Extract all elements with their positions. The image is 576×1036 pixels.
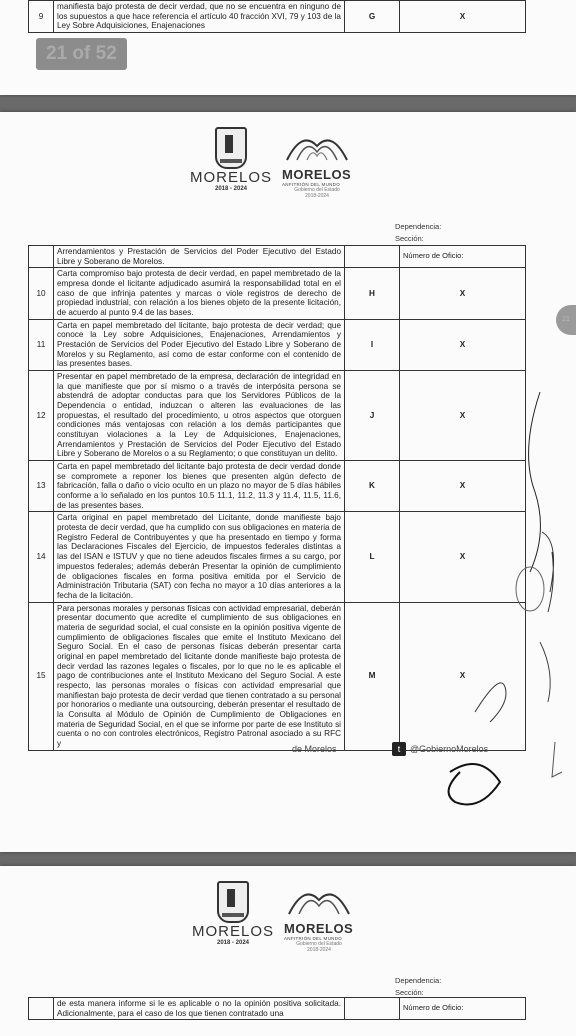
state-logo [192, 881, 274, 946]
table-row [29, 461, 526, 512]
flower-logo-icon [284, 880, 354, 916]
row-mark: X [400, 1, 526, 33]
row-mark: X [400, 268, 526, 319]
row-number: 15 [29, 602, 54, 750]
table-row [29, 512, 526, 602]
row-description: Carta en papel membretado del licitante bajo protesta de decir verdad donde se compromete a reponer los bienes que presenten algún defecto de fabricación, falla o daño o vicio oculto en un plazo no mayor de 5 días hábiles conforme a lo señalado en los puntos 10.5 11.1, 11.2, 11.3 y 11.4, 11.5, 11.6, de las presentes bases. [54, 461, 345, 512]
brand-gov: Gobierno del Estado [296, 941, 342, 947]
coat-of-arms-icon [217, 881, 249, 923]
scroll-handle-label: 21 [562, 316, 570, 323]
numero-oficio-label: Número de Oficio: [403, 251, 464, 261]
row-letter: G [345, 1, 400, 33]
row-number [29, 998, 54, 1020]
row-number: 10 [29, 268, 54, 319]
row-letter: J [345, 371, 400, 461]
requirements-table [28, 0, 526, 33]
state-years: 2018 - 2024 [214, 186, 248, 192]
state-name: MORELOS [192, 923, 275, 940]
brand-gov-years: 2018-2024 [305, 193, 329, 199]
row-mark [400, 998, 526, 1020]
coat-of-arms-icon [215, 127, 247, 169]
footer-left [62, 744, 337, 754]
row-number: 9 [29, 1, 54, 33]
row-mark: X [400, 602, 526, 750]
brand-logo [282, 126, 352, 199]
seccion-label: Sección: [395, 234, 424, 243]
row-number: 14 [29, 512, 54, 602]
table-row [29, 268, 526, 319]
row-letter [345, 998, 400, 1020]
table-row [29, 371, 526, 461]
row-mark: X [400, 512, 526, 602]
row-description: Para personas morales y personas físicas con actividad empresarial, deberán presentar documento que acredite el cumplimiento de sus obligaciones en materia de seguridad social, el cual consiste en la opinión positiva vigente de cumplimiento de obligaciones fiscales que emite el Instituto Mexicano del Seguro Social. En el caso de personas físicas deberán presentar carta original en papel membretado del licitante donde manifieste bajo protesta de decir verdad las razones legales o fiscales, por lo que no le es aplicable el pago de contribuciones ante el Instituto Mexicano del Seguro Social. A este respecto, las personas morales o físicas con actividad empresarial que manifiestan bajo protesta de decir verdad que tienen contratado a su personal por honorarios o mediante una outsourcing, deberán presentar el resultado de la Consulta al Módulo de Opinión de Cumplimiento de Obligaciones en materia de Seguridad Social, en el que se informe por parte de ese Instituto si cuenta o no con controles electrónicos, Registro Patronal asociado a su RFC y [54, 602, 345, 750]
brand-gov: Gobierno del Estado [294, 187, 340, 193]
numero-oficio-label: Número de Oficio: [403, 1003, 464, 1013]
table-row [29, 1, 526, 33]
row-letter: L [345, 512, 400, 602]
row-letter: M [345, 602, 400, 750]
flower-logo-icon [282, 126, 352, 162]
row-description: Arrendamientos y Prestación de Servicios del Poder Ejecutivo del Estado Libre y Soberano de Morelos. [54, 246, 345, 268]
document-page-next [0, 866, 576, 1036]
footer-left-text: de Morelos [292, 744, 337, 754]
twitter-icon: t [392, 742, 406, 756]
requirements-table [28, 245, 526, 751]
row-number [29, 246, 54, 268]
row-mark [400, 246, 526, 268]
table-row [29, 246, 526, 268]
row-letter: I [345, 319, 400, 370]
row-description: Carta en papel membretado del licitante, bajo protesta de decir verdad; que conoce la Ley sobre Adquisiciones, Enajenaciones, Arrendamientos y Prestación de Servicios del Poder Ejecutivo del Estado Libre y Soberano de Morelos y su Reglamento, así como de estar conforme con el contenido de las presentes bases. [54, 319, 345, 370]
row-letter: H [345, 268, 400, 319]
row-description: Presentar en papel membretado de la empresa, declaración de integridad en la que manifieste que por sí mismo o a través de interpósita persona se abstendrá de adoptar conductas para que los Servidores Públicos de la Dependencia o entidad, induzcan o alteren las evaluaciones de las propuestas, el resultado del procedimiento, u otros aspectos que otorguen condiciones más ventajosas con relación a los demás participantes que constituyan violaciones a la Ley de Adquisiciones, Enajenaciones, Arrendamientos y Prestación de Servicios del Poder Ejecutivo del Estado Libre y Soberano de Morelos o a su Reglamento; o que constituyan un delito. [54, 371, 345, 461]
row-description: Carta original en papel membretado del Licitante, donde manifieste bajo protesta de decir verdad, que ha cumplido con sus obligaciones en materia de Registro Federal de Contribuyentes y que ha presentado en tiempo y forma las Declaraciones Fiscales del Ejercicio, de impuestos federales distintas a las del ISAN e ISTUV y que no tiene adeudos fiscales firmes a su cargo, por impuestos federales; además deberán Presentar la opinión de cumplimiento de obligaciones fiscales en forma positiva emitida por el Servicio de Administración Tributaria (SAT) con fecha no mayor a 10 días anteriores a la fecha de la licitación. [54, 512, 345, 602]
row-description: de esta manera informe si le es aplicable o no la opinión positiva solicitada. Adicionalmente, para el caso de los que tienen contratado una [54, 998, 345, 1020]
state-years: 2018 - 2024 [216, 940, 250, 946]
dependencia-label: Dependencia: [395, 976, 442, 985]
document-page-current [0, 112, 576, 852]
brand-logo [284, 880, 354, 953]
table-row [29, 319, 526, 370]
state-name: MORELOS [190, 169, 273, 186]
row-mark: X [400, 461, 526, 512]
row-number: 12 [29, 371, 54, 461]
row-mark: X [400, 319, 526, 370]
dependencia-label: Dependencia: [395, 222, 442, 231]
seccion-label: Sección: [395, 988, 424, 997]
row-letter [345, 246, 400, 268]
brand-name: MORELOS [282, 167, 352, 182]
row-mark: X [400, 371, 526, 461]
footer-social [392, 742, 488, 756]
row-description: Carta compromiso bajo protesta de decir verdad, en papel membretado de la empresa donde el licitante adjudicado asumirá la responsabilidad total en el caso de que infrinja patentes y marcas o viole registros de derecho de propiedad industrial, con relación a los bienes objeto de la presente licitación, de acuerdo al punto 9.4 de las bases. [54, 268, 345, 319]
table-row [29, 602, 526, 750]
state-logo [190, 127, 272, 192]
row-number: 11 [29, 319, 54, 370]
requirements-table [28, 997, 526, 1020]
row-number: 13 [29, 461, 54, 512]
table-row [29, 998, 526, 1020]
social-handle: @GobiernoMorelos [410, 744, 489, 754]
row-letter: K [345, 461, 400, 512]
brand-name: MORELOS [284, 921, 354, 936]
brand-tagline: ANFITRIÓN DEL MUNDO [284, 936, 343, 941]
row-description: manifiesta bajo protesta de decir verdad, que no se encuentra en ninguno de los supuestos a que hace referencia el artículo 40 fracción XVI, 79 y 103 de la Ley Sobre Adquisiciones, Enajenaciones [54, 1, 345, 33]
brand-gov-years: 2018-2024 [307, 947, 331, 953]
brand-tagline: ANFITRIÓN DEL MUNDO [282, 182, 341, 187]
page-indicator: 21 of 52 [36, 38, 127, 70]
